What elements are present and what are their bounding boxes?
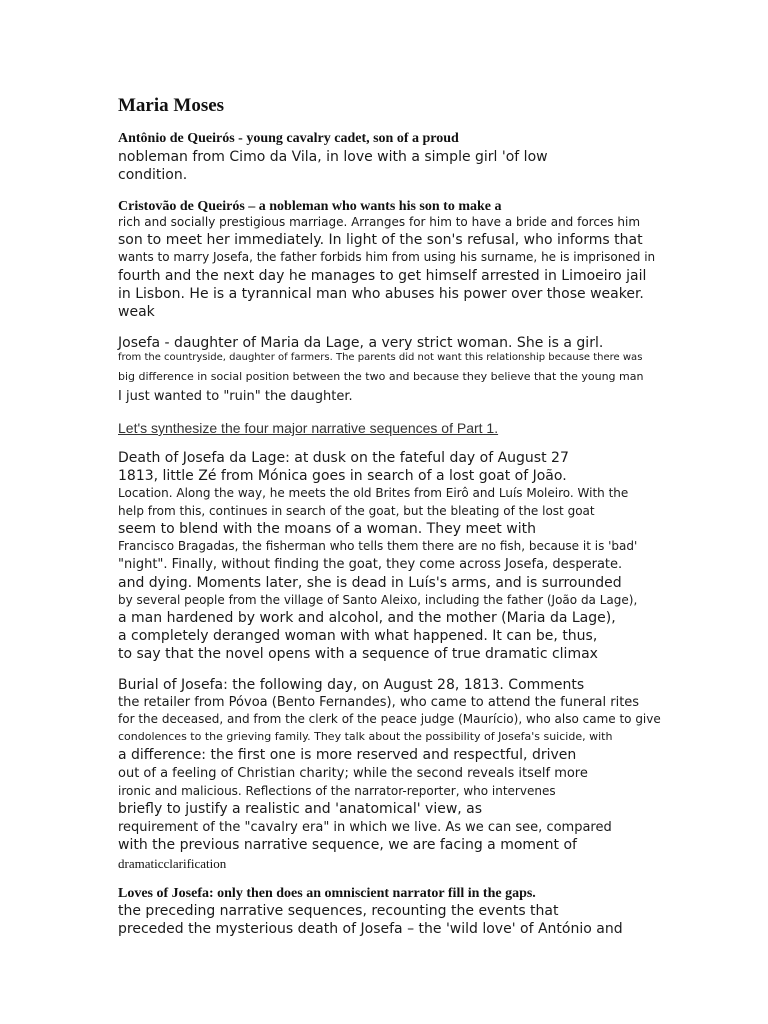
- paragraph-line: "night". Finally, without finding the goat, they come across Josefa, desperate.: [118, 557, 623, 572]
- paragraph-line: to say that the novel opens with a sequence of true dramatic climax: [118, 646, 598, 662]
- paragraph-line: and dying. Moments later, she is dead in Luís's arms, and is surrounded: [118, 575, 622, 591]
- paragraph-line: Burial of Josefa: the following day, on August 28, 1813. Comments: [118, 677, 585, 693]
- paragraph-line: preceded the mysterious death of Josefa – the 'wild love' of António and: [118, 921, 623, 937]
- document-title: Maria Moses: [118, 95, 225, 116]
- paragraph-line: Location. Along the way, he meets the old Brites from Eirô and Luís Moleiro. With the: [118, 486, 629, 500]
- paragraph-line: requirement of the "cavalry era" in which we live. As we can see, compared: [118, 820, 612, 835]
- paragraph-line: son to meet her immediately. In light of the son's refusal, who informs that: [118, 232, 643, 248]
- paragraph-line: rich and socially prestigious marriage. Arranges for him to have a bride and forces him: [118, 215, 641, 229]
- paragraph-line: Josefa - daughter of Maria da Lage, a very strict woman. She is a girl.: [118, 335, 604, 351]
- paragraph-line: big difference in social position between the two and because they believe that the young man: [118, 370, 644, 383]
- paragraph-line: for the deceased, and from the clerk of the peace judge (Maurício), who also came to give: [118, 712, 661, 726]
- paragraph-line: the preceding narrative sequences, recounting the events that: [118, 903, 559, 919]
- section-heading-text: Let's synthesize the four major narrative sequences of Part 1.: [118, 420, 499, 436]
- section-heading-link[interactable]: [118, 421, 571, 435]
- paragraph-line: weak: [118, 304, 155, 320]
- paragraph-line: ironic and malicious. Reflections of the narrator-reporter, who intervenes: [118, 784, 556, 798]
- paragraph-line: a man hardened by work and alcohol, and the mother (Maria da Lage),: [118, 610, 616, 626]
- paragraph-line: Cristovão de Queirós – a nobleman who wants his son to make a: [118, 199, 502, 214]
- paragraph-line: a difference: the first one is more reserved and respectful, driven: [118, 747, 577, 763]
- paragraph-line: condolences to the grieving family. They talk about the possibility of Josefa's suicide, with: [118, 730, 613, 743]
- paragraph-line: Death of Josefa da Lage: at dusk on the fateful day of August 27: [118, 450, 569, 466]
- paragraph-line: condition.: [118, 167, 188, 183]
- paragraph-line: a completely deranged woman with what happened. It can be, thus,: [118, 628, 598, 644]
- paragraph-line: by several people from the village of Santo Aleixo, including the father (João da Lage),: [118, 593, 638, 607]
- paragraph-line: dramaticclarification: [118, 856, 227, 871]
- paragraph-line: from the countryside, daughter of farmers. The parents did not want this relationship because there was: [118, 352, 643, 363]
- paragraph-line: help from this, continues in search of the goat, but the bleating of the lost goat: [118, 504, 595, 518]
- paragraph-line: Francisco Bragadas, the fisherman who tells them there are no fish, because it is 'bad': [118, 539, 638, 553]
- paragraph-line: briefly to justify a realistic and 'anatomical' view, as: [118, 801, 483, 817]
- paragraph-line: the retailer from Póvoa (Bento Fernandes), who came to attend the funeral rites: [118, 695, 640, 710]
- paragraph-line: Loves of Josefa: only then does an omniscient narrator fill in the gaps.: [118, 886, 536, 901]
- paragraph-line: Antônio de Queirós - young cavalry cadet, son of a proud: [118, 131, 459, 146]
- paragraph-line: wants to marry Josefa, the father forbids him from using his surname, he is imprisoned in: [118, 250, 656, 264]
- paragraph-line: nobleman from Cimo da Vila, in love with a simple girl 'of low: [118, 149, 548, 165]
- paragraph-line: out of a feeling of Christian charity; while the second reveals itself more: [118, 766, 588, 781]
- paragraph-line: seem to blend with the moans of a woman. They meet with: [118, 521, 536, 537]
- paragraph-line: in Lisbon. He is a tyrannical man who abuses his power over those weaker.: [118, 286, 644, 302]
- paragraph-line: 1813, little Zé from Mónica goes in search of a lost goat of João.: [118, 468, 567, 484]
- paragraph-line: with the previous narrative sequence, we are facing a moment of: [118, 837, 577, 853]
- paragraph-line: I just wanted to "ruin" the daughter.: [118, 389, 353, 404]
- paragraph-line: fourth and the next day he manages to get himself arrested in Limoeiro jail: [118, 268, 647, 284]
